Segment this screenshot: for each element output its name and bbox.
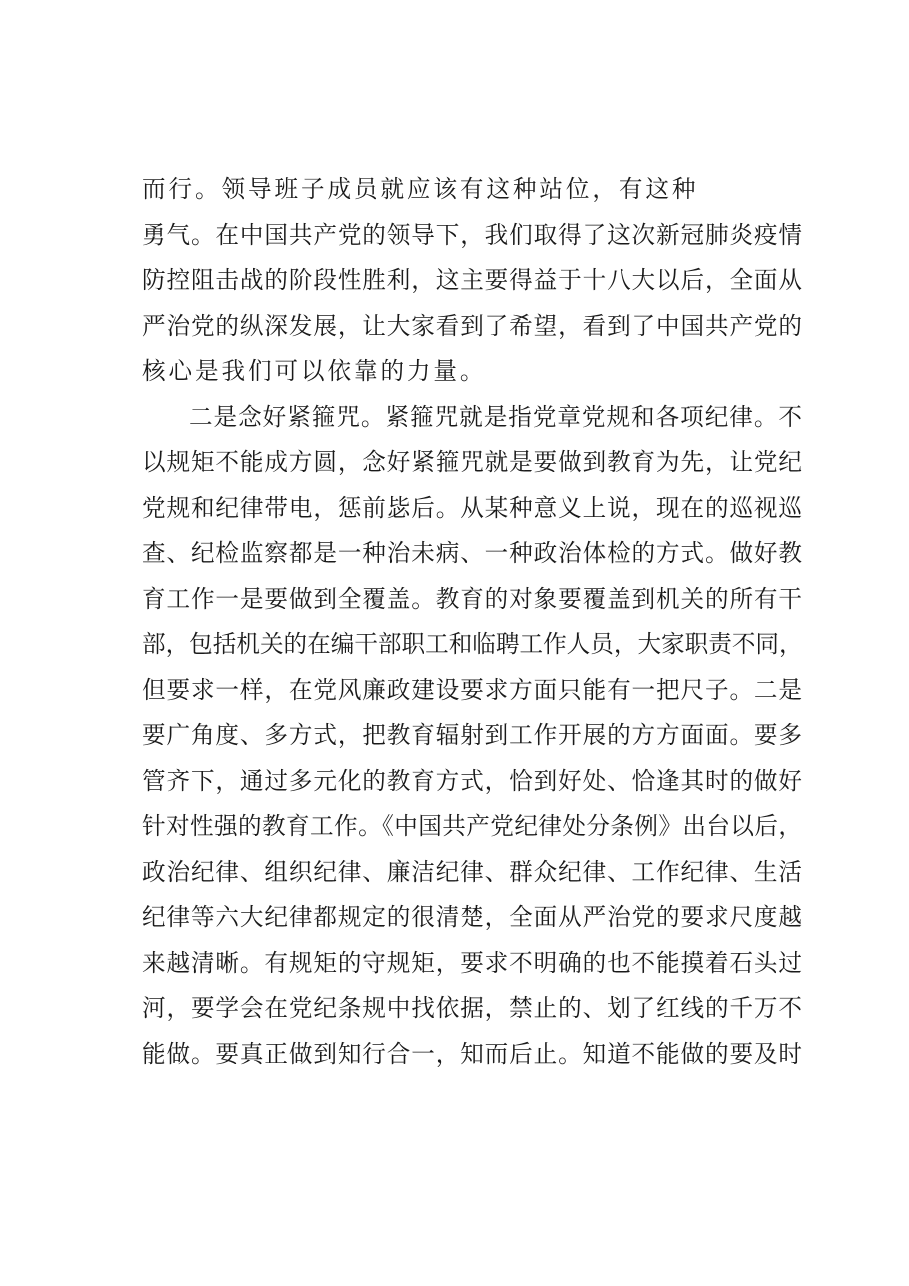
text-line: 核心是我们可以依靠的力量。	[142, 357, 487, 385]
text-line: 育工作一是要做到全覆盖。教育的对象要覆盖到机关的所有干	[142, 584, 802, 613]
text-line: 能做。要真正做到知行合一，知而后止。知道不能做的要及时	[142, 1039, 802, 1068]
text-line: 以规矩不能成方圆，念好紧箍咒就是要做到教育为先，让党纪	[142, 448, 802, 476]
text-line: 河，要学会在党纪条规中找依据，禁止的、划了红线的千万不	[142, 994, 802, 1022]
text-line: 部，包括机关的在编干部职工和临聘工作人员，大家职责不同，	[142, 630, 803, 658]
text-line: 管齐下，通过多元化的教育方式，恰到好处、恰逢其时的做好	[142, 766, 802, 795]
text-line: 纪律等六大纪律都规定的很清楚，全面从严治党的要求尺度越	[142, 903, 802, 931]
body-text	[142, 167, 802, 1077]
text-line: 要广角度、多方式，把教育辐射到工作开展的方方面面。要多	[142, 721, 802, 749]
paragraph-2	[142, 395, 802, 1078]
text-line: 来越清晰。有规矩的守规矩，要求不明确的也不能摸着石头过	[142, 948, 802, 977]
text-line: 党规和纪律带电，惩前毖后。从某种意义上说，现在的巡视巡	[142, 493, 802, 522]
text-line: 勇气。在中国共产党的领导下，我们取得了这次新冠肺炎疫情	[142, 220, 802, 249]
paragraph-1	[142, 167, 802, 395]
text-line: 政治纪律、组织纪律、廉洁纪律、群众纪律、工作纪律、生活	[142, 857, 802, 886]
text-line: 二是念好紧箍咒。紧箍咒就是指党章党规和各项纪律。不	[189, 402, 802, 431]
text-line: 针对性强的教育工作。《中国共产党纪律处分条例》出台以后，	[142, 812, 802, 840]
text-line: 严治党的纵深发展，让大家看到了希望，看到了中国共产党的	[142, 311, 802, 340]
text-line: 但要求一样，在党风廉政建设要求方面只能有一把尺子。二是	[142, 675, 802, 704]
text-line: 而行。领导班子成员就应该有这种站位，有这种	[142, 175, 699, 203]
text-line: 查、纪检监察都是一种治未病、一种政治体检的方式。做好教	[142, 539, 802, 567]
text-line: 防控阻击战的阶段性胜利，这主要得益于十八大以后，全面从	[142, 266, 802, 294]
